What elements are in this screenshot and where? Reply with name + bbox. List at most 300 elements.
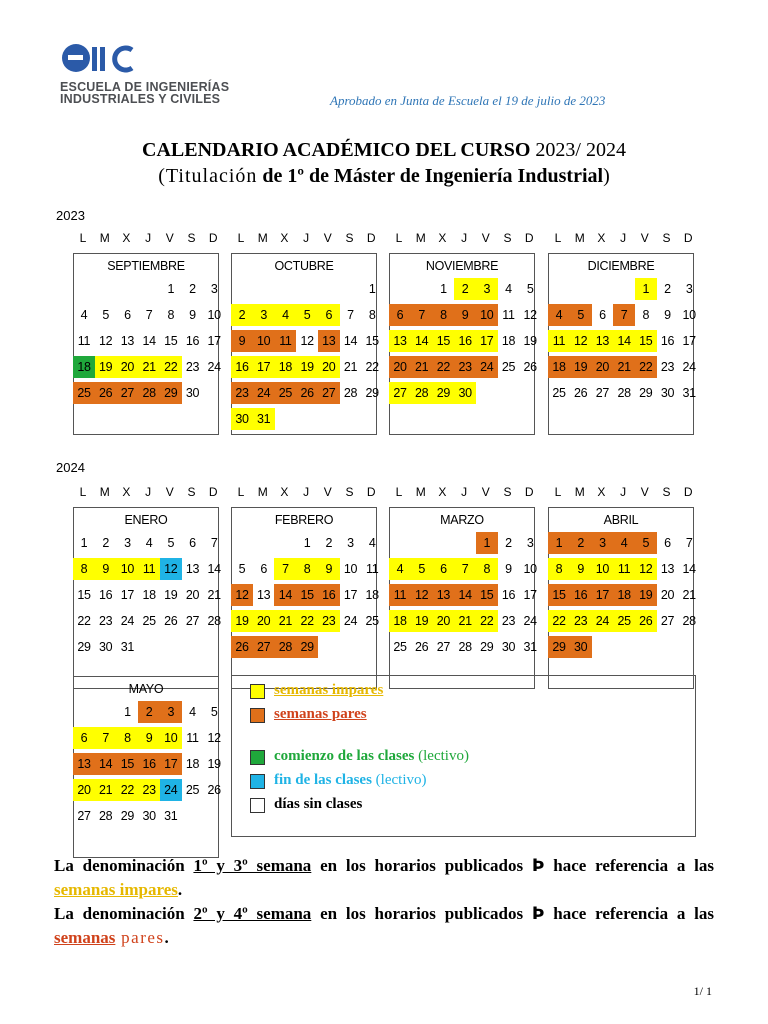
calendar-day: 20 bbox=[591, 356, 613, 378]
calendar-day: 28 bbox=[207, 614, 221, 628]
calendar-day: 26 bbox=[164, 614, 178, 628]
weekday-label: L bbox=[79, 485, 87, 499]
calendar-day: 5 bbox=[102, 308, 110, 322]
calendar-day: 19 bbox=[635, 584, 657, 606]
calendar-day: 12 bbox=[635, 558, 657, 580]
month-septiembre bbox=[73, 253, 219, 435]
note2-f: . bbox=[164, 928, 169, 947]
calendar-day: 1 bbox=[167, 282, 175, 296]
calendar-day: 23 bbox=[318, 610, 340, 632]
weekday-label: D bbox=[683, 231, 693, 245]
calendar-day: 24 bbox=[591, 610, 613, 632]
calendar-day: 2 bbox=[102, 536, 110, 550]
calendar-day: 29 bbox=[432, 382, 454, 404]
calendar-day: 11 bbox=[186, 731, 199, 745]
calendar-day: 1 bbox=[635, 278, 657, 300]
calendar-day: 8 bbox=[642, 308, 650, 322]
weekday-label: M bbox=[99, 485, 110, 499]
calendar-day: 9 bbox=[189, 308, 196, 322]
title-degree: de 1º de Máster de Ingeniería Industrial bbox=[262, 165, 604, 187]
calendar-day: 27 bbox=[595, 386, 610, 400]
calendar-day: 5 bbox=[238, 562, 246, 576]
calendar-day: 9 bbox=[95, 558, 117, 580]
calendar-day: 21 bbox=[343, 360, 358, 374]
calendar-day: 31 bbox=[253, 408, 275, 430]
calendar-day: 10 bbox=[343, 562, 358, 576]
calendar-day: 21 bbox=[207, 588, 221, 602]
calendar-day: 25 bbox=[613, 610, 635, 632]
calendar-day: 4 bbox=[389, 558, 411, 580]
calendar-day: 16 bbox=[138, 753, 160, 775]
weekday-label: V bbox=[640, 231, 649, 245]
calendar-day: 20 bbox=[389, 356, 411, 378]
calendar-day: 10 bbox=[523, 562, 537, 576]
calendar-day: 12 bbox=[300, 334, 314, 348]
calendar-day: 18 bbox=[501, 334, 516, 348]
calendar-day: 24 bbox=[207, 360, 221, 374]
calendar-day: 28 bbox=[343, 386, 358, 400]
calendar-day: 10 bbox=[591, 558, 613, 580]
weekday-label: S bbox=[345, 485, 354, 499]
calendar-day: 16 bbox=[454, 330, 476, 352]
calendar-day: 3 bbox=[526, 536, 534, 550]
calendar-day: 5 bbox=[570, 304, 592, 326]
calendar-day: 11 bbox=[77, 334, 91, 348]
weekday-label: L bbox=[554, 231, 562, 245]
legend-none: días sin clases bbox=[274, 796, 363, 812]
calendar-day: 11 bbox=[365, 562, 379, 576]
calendar-day: 26 bbox=[635, 610, 657, 632]
note2-e2: pares bbox=[115, 928, 165, 947]
weekday-label: X bbox=[438, 485, 447, 499]
calendar-day: 4 bbox=[80, 308, 88, 322]
calendar-day: 7 bbox=[274, 558, 296, 580]
calendar-day: 2 bbox=[325, 536, 333, 550]
calendar-day: 18 bbox=[548, 356, 570, 378]
calendar-day: 26 bbox=[207, 783, 221, 797]
calendar-day: 24 bbox=[160, 779, 182, 801]
calendar-day: 13 bbox=[318, 330, 340, 352]
note1-a: La denominación bbox=[54, 856, 194, 875]
weekday-label: X bbox=[280, 485, 289, 499]
calendar-day: 17 bbox=[591, 584, 613, 606]
calendar-day: 5 bbox=[210, 705, 218, 719]
calendar-day: 28 bbox=[617, 386, 631, 400]
calendar-day: 14 bbox=[613, 330, 635, 352]
logo-mark-icon bbox=[60, 40, 160, 76]
calendar-day: 30 bbox=[231, 408, 253, 430]
calendar-day: 8 bbox=[167, 308, 175, 322]
month-name: NOVIEMBRE bbox=[425, 259, 499, 273]
calendar-day: 15 bbox=[164, 334, 178, 348]
weekday-label: D bbox=[366, 485, 376, 499]
weekday-label: L bbox=[237, 231, 245, 245]
calendar-day: 27 bbox=[77, 809, 91, 823]
calendar-day: 3 bbox=[124, 536, 131, 550]
logo-line2: INDUSTRIALES Y CIVILES bbox=[60, 92, 221, 106]
weekday-label: D bbox=[208, 231, 218, 245]
weekday-label: M bbox=[257, 485, 268, 499]
calendar-day: 20 bbox=[660, 588, 675, 602]
note1-c: en los horarios publicados bbox=[311, 856, 532, 875]
calendar-day: 19 bbox=[411, 610, 433, 632]
calendar-day: 30 bbox=[501, 640, 516, 654]
calendar-day: 16 bbox=[318, 584, 340, 606]
calendar-day: 8 bbox=[368, 308, 376, 322]
page-title bbox=[0, 137, 768, 189]
calendar-day: 6 bbox=[124, 308, 131, 322]
calendar-day: 6 bbox=[189, 536, 196, 550]
calendar-day: 28 bbox=[274, 636, 296, 658]
month-name: DICIEMBRE bbox=[587, 259, 655, 273]
calendar-day: 4 bbox=[189, 705, 196, 719]
note2-e: semanas bbox=[54, 928, 116, 947]
weekday-label: D bbox=[366, 231, 376, 245]
calendar-day: 25 bbox=[365, 614, 379, 628]
month-name: MAYO bbox=[128, 682, 164, 696]
calendar-day: 19 bbox=[95, 356, 117, 378]
calendar-day: 3 bbox=[685, 282, 693, 296]
calendar-day: 9 bbox=[505, 562, 512, 576]
calendar-day: 24 bbox=[120, 614, 135, 628]
legend-swatch-even bbox=[250, 708, 265, 723]
calendar-day: 17 bbox=[343, 588, 358, 602]
month-noviembre bbox=[389, 253, 535, 435]
calendar-day: 31 bbox=[523, 640, 537, 654]
month-octubre bbox=[231, 253, 377, 435]
calendar-day: 10 bbox=[160, 727, 182, 749]
weekday-label: S bbox=[662, 485, 671, 499]
calendar-day: 27 bbox=[116, 382, 138, 404]
calendar-day: 13 bbox=[120, 334, 135, 348]
note2-b: 2º y 4º semana bbox=[193, 904, 312, 923]
calendar-day: 13 bbox=[660, 562, 675, 576]
calendar-day: 29 bbox=[160, 382, 182, 404]
weekday-label: V bbox=[323, 231, 332, 245]
calendar-day: 2 bbox=[138, 701, 160, 723]
calendar-day: 6 bbox=[73, 727, 95, 749]
legend-odd: semanas impares bbox=[274, 682, 384, 698]
calendar-day: 12 bbox=[231, 584, 253, 606]
month-name: ENERO bbox=[124, 513, 168, 527]
calendar-day: 25 bbox=[185, 783, 200, 797]
legend-start-note: (lectivo) bbox=[418, 748, 469, 764]
weekday-label: J bbox=[145, 485, 152, 499]
calendar-day: 10 bbox=[476, 304, 498, 326]
calendar-day: 7 bbox=[145, 308, 153, 322]
calendar-day: 3 bbox=[591, 532, 613, 554]
weekday-label: L bbox=[554, 485, 562, 499]
calendar-day: 31 bbox=[120, 640, 135, 654]
calendar-day: 14 bbox=[207, 562, 221, 576]
calendar-day: 14 bbox=[682, 562, 696, 576]
calendar-day: 27 bbox=[185, 614, 200, 628]
logo-line1: ESCUELA DE INGENIERÍAS bbox=[60, 80, 230, 94]
calendar-day: 11 bbox=[613, 558, 635, 580]
calendar-day: 21 bbox=[682, 588, 696, 602]
calendar-day: 7 bbox=[685, 536, 693, 550]
calendar-day: 29 bbox=[480, 640, 494, 654]
calendar-day: 12 bbox=[207, 731, 221, 745]
calendar-day: 6 bbox=[432, 558, 454, 580]
weekday-label: V bbox=[640, 485, 649, 499]
month-abril bbox=[548, 507, 694, 689]
month-name: ABRIL bbox=[603, 513, 639, 527]
calendar-day: 8 bbox=[476, 558, 498, 580]
calendar-day: 18 bbox=[613, 584, 635, 606]
legend-swatch-start bbox=[250, 750, 265, 765]
weekday-label: S bbox=[503, 231, 512, 245]
calendar-day: 1 bbox=[80, 536, 88, 550]
calendar-day: 2 bbox=[454, 278, 476, 300]
calendar-day: 23 bbox=[185, 360, 200, 374]
calendar-day: 5 bbox=[296, 304, 318, 326]
calendar-day: 13 bbox=[185, 562, 200, 576]
calendar-day: 12 bbox=[523, 308, 537, 322]
calendar-day: 9 bbox=[454, 304, 476, 326]
calendar-day: 21 bbox=[454, 610, 476, 632]
calendar-day: 6 bbox=[389, 304, 411, 326]
calendar-day: 12 bbox=[570, 330, 592, 352]
weekday-label: D bbox=[524, 231, 534, 245]
calendar-day: 25 bbox=[142, 614, 156, 628]
calendar-day: 4 bbox=[505, 282, 512, 296]
month-name: MARZO bbox=[440, 513, 484, 527]
calendar-day: 4 bbox=[613, 532, 635, 554]
calendar-day: 7 bbox=[95, 727, 117, 749]
calendar-day: 20 bbox=[73, 779, 95, 801]
approval-note: Aprobado en Junta de Escuela el 19 de julio de 2023 bbox=[330, 93, 606, 108]
calendar-day: 26 bbox=[95, 382, 117, 404]
calendar-day: 5 bbox=[411, 558, 433, 580]
page-number: 1/ 1 bbox=[693, 984, 712, 998]
weekday-label: J bbox=[461, 485, 468, 499]
calendar-day: 15 bbox=[432, 330, 454, 352]
calendar-day: 10 bbox=[207, 308, 221, 322]
calendar-day: 14 bbox=[411, 330, 433, 352]
month-name: SEPTIEMBRE bbox=[107, 259, 185, 273]
calendar-day: 2 bbox=[231, 304, 253, 326]
calendar-day: 1 bbox=[124, 705, 131, 719]
calendar-day: 30 bbox=[454, 382, 476, 404]
calendar-day: 27 bbox=[253, 636, 275, 658]
calendar-day: 15 bbox=[296, 584, 318, 606]
calendar-day: 13 bbox=[389, 330, 411, 352]
calendar-day: 8 bbox=[73, 558, 95, 580]
calendar-day: 23 bbox=[231, 382, 253, 404]
calendar-day: 2 bbox=[570, 532, 592, 554]
calendar-day: 3 bbox=[210, 282, 218, 296]
calendar-day: 28 bbox=[458, 640, 472, 654]
calendar-day: 11 bbox=[274, 330, 296, 352]
calendar-day: 9 bbox=[570, 558, 592, 580]
calendar-day: 4 bbox=[548, 304, 570, 326]
calendar-day: 10 bbox=[116, 558, 138, 580]
calendar-day: 16 bbox=[231, 356, 253, 378]
calendar-day: 21 bbox=[411, 356, 433, 378]
calendar-day: 28 bbox=[682, 614, 696, 628]
calendar-day: 2 bbox=[189, 282, 196, 296]
calendar-day: 2 bbox=[664, 282, 671, 296]
calendar-day: 24 bbox=[343, 614, 358, 628]
calendar-day: 18 bbox=[274, 356, 296, 378]
weekday-label: M bbox=[99, 231, 110, 245]
calendar-day: 30 bbox=[185, 386, 200, 400]
weekday-label: J bbox=[620, 231, 627, 245]
calendar-day: 18 bbox=[389, 610, 411, 632]
calendar-day: 18 bbox=[185, 757, 200, 771]
calendar-day: 11 bbox=[548, 330, 570, 352]
calendar-day: 19 bbox=[523, 334, 537, 348]
calendar-day: 30 bbox=[99, 640, 113, 654]
calendar-day: 30 bbox=[660, 386, 675, 400]
note-even-weeks bbox=[54, 902, 714, 950]
calendar-day: 19 bbox=[570, 356, 592, 378]
calendar-day: 9 bbox=[318, 558, 340, 580]
calendar-day: 14 bbox=[454, 584, 476, 606]
calendar-day: 17 bbox=[207, 334, 221, 348]
calendar-day: 22 bbox=[432, 356, 454, 378]
calendar-day: 14 bbox=[142, 334, 156, 348]
weekday-label: M bbox=[574, 231, 585, 245]
calendar-day: 18 bbox=[142, 588, 156, 602]
month-name: OCTUBRE bbox=[274, 259, 334, 273]
weekday-label: J bbox=[145, 231, 152, 245]
calendar-day: 20 bbox=[185, 588, 200, 602]
weekday-label: D bbox=[208, 485, 218, 499]
calendar-day: 1 bbox=[368, 282, 376, 296]
weekday-label: L bbox=[395, 231, 403, 245]
calendar-day: 9 bbox=[138, 727, 160, 749]
weekday-label: L bbox=[395, 485, 403, 499]
calendar-day: 7 bbox=[454, 558, 476, 580]
weekday-label: D bbox=[683, 485, 693, 499]
calendar-day: 4 bbox=[145, 536, 153, 550]
calendar-day: 27 bbox=[389, 382, 411, 404]
calendar-day: 6 bbox=[599, 308, 606, 322]
arrow-icon: Þ bbox=[531, 856, 545, 876]
weekday-label: X bbox=[438, 231, 447, 245]
title-open: (Titulación bbox=[158, 165, 258, 187]
calendar-day: 22 bbox=[296, 610, 318, 632]
month-marzo bbox=[389, 507, 535, 689]
calendar-day: 21 bbox=[138, 356, 160, 378]
calendar-day: 16 bbox=[501, 588, 516, 602]
calendar-day: 7 bbox=[210, 536, 218, 550]
calendar-day: 1 bbox=[440, 282, 447, 296]
calendar-day: 26 bbox=[415, 640, 429, 654]
calendar-day: 24 bbox=[523, 614, 537, 628]
calendar-day: 5 bbox=[635, 532, 657, 554]
weekday-label: L bbox=[237, 485, 245, 499]
calendar-day: 31 bbox=[164, 809, 178, 823]
calendar-day: 24 bbox=[253, 382, 275, 404]
calendar-day: 12 bbox=[411, 584, 433, 606]
calendar-day: 17 bbox=[120, 588, 135, 602]
calendar-day: 6 bbox=[664, 536, 671, 550]
calendar-day: 23 bbox=[99, 614, 113, 628]
calendar-day: 27 bbox=[436, 640, 451, 654]
calendar-day: 6 bbox=[260, 562, 268, 576]
calendar-day: 21 bbox=[95, 779, 117, 801]
title-close: ) bbox=[603, 165, 610, 187]
weekday-label: L bbox=[79, 231, 87, 245]
calendar-day: 5 bbox=[167, 536, 175, 550]
calendar-day: 11 bbox=[502, 308, 515, 322]
calendar-day: 13 bbox=[591, 330, 613, 352]
calendar-day: 13 bbox=[73, 753, 95, 775]
calendar-day: 16 bbox=[660, 334, 675, 348]
calendar-day: 13 bbox=[432, 584, 454, 606]
calendar-day: 3 bbox=[160, 701, 182, 723]
calendar-day: 20 bbox=[253, 610, 275, 632]
weekday-label: M bbox=[415, 231, 426, 245]
weekday-label: X bbox=[280, 231, 289, 245]
school-logo bbox=[60, 40, 160, 81]
month-enero bbox=[73, 507, 219, 689]
weekday-label: X bbox=[122, 231, 131, 245]
calendar-day: 29 bbox=[77, 640, 91, 654]
calendar-day: 12 bbox=[99, 334, 113, 348]
calendar-day: 14 bbox=[274, 584, 296, 606]
calendar-day: 29 bbox=[365, 386, 379, 400]
calendar-day: 22 bbox=[365, 360, 379, 374]
calendar-day: 9 bbox=[231, 330, 253, 352]
calendar-day: 11 bbox=[138, 558, 160, 580]
calendar-day: 24 bbox=[682, 360, 696, 374]
calendar-day: 29 bbox=[548, 636, 570, 658]
weekday-label: V bbox=[481, 485, 490, 499]
calendar-day: 18 bbox=[73, 356, 95, 378]
legend-start bbox=[274, 748, 469, 765]
calendar-day: 26 bbox=[574, 386, 588, 400]
weekday-label: V bbox=[323, 485, 332, 499]
weekday-label: J bbox=[303, 231, 310, 245]
calendar-day: 4 bbox=[368, 536, 376, 550]
calendar-day: 17 bbox=[523, 588, 537, 602]
legend-swatch-end bbox=[250, 774, 265, 789]
calendar-day: 22 bbox=[476, 610, 498, 632]
note2-a: La denominación bbox=[54, 904, 194, 923]
weekday-label: J bbox=[461, 231, 468, 245]
calendar-day: 21 bbox=[613, 356, 635, 378]
calendar-day: 13 bbox=[257, 588, 271, 602]
calendar-day: 19 bbox=[231, 610, 253, 632]
calendar-day: 22 bbox=[548, 610, 570, 632]
legend-swatch-odd bbox=[250, 684, 265, 699]
calendar-day: 15 bbox=[365, 334, 379, 348]
year-label-2023: 2023 bbox=[56, 208, 85, 223]
calendar-day: 18 bbox=[365, 588, 379, 602]
calendar-day: 1 bbox=[303, 536, 311, 550]
legend-even: semanas pares bbox=[274, 706, 367, 722]
calendar-day: 25 bbox=[501, 360, 516, 374]
legend-end bbox=[274, 772, 426, 789]
calendar-day: 7 bbox=[411, 304, 433, 326]
calendar-day: 1 bbox=[476, 532, 498, 554]
calendar-day: 10 bbox=[682, 308, 696, 322]
calendar-day: 9 bbox=[664, 308, 671, 322]
calendar-day: 22 bbox=[160, 356, 182, 378]
weekday-label: X bbox=[122, 485, 131, 499]
logo-text bbox=[60, 81, 229, 105]
calendar-day: 15 bbox=[635, 330, 657, 352]
calendar-day: 27 bbox=[318, 382, 340, 404]
calendar-day: 10 bbox=[253, 330, 275, 352]
calendar-day: 8 bbox=[116, 727, 138, 749]
calendar-day: 29 bbox=[120, 809, 135, 823]
calendar-day: 22 bbox=[77, 614, 91, 628]
